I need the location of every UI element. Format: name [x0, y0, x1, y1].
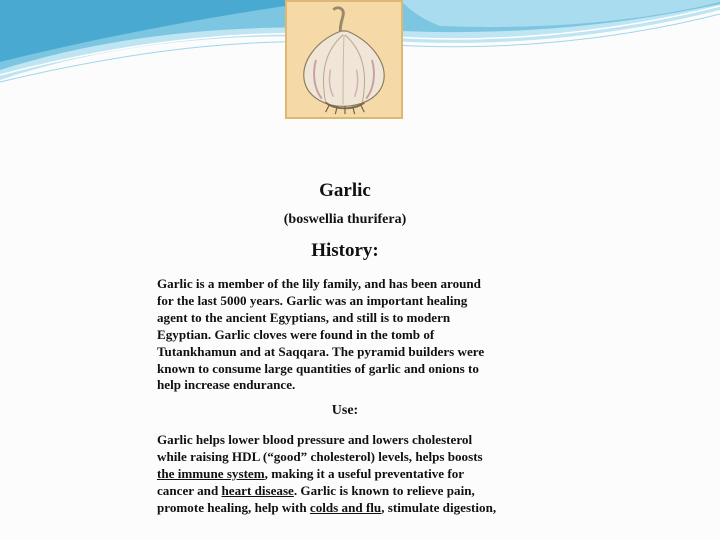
use-line [157, 483, 557, 500]
garlic-image [285, 0, 403, 119]
use-line: while raising HDL (“good” cholesterol) levels, helps boosts [157, 448, 483, 464]
colds-and-flu-link[interactable]: colds and flu [309, 499, 382, 515]
history-line: Egyptian. Garlic cloves were found in the tomb of [157, 326, 435, 342]
use-line: Garlic helps lower blood pressure and lowers cholesterol [157, 432, 473, 447]
use-line [157, 466, 557, 483]
heart-disease-link[interactable]: heart disease [221, 482, 294, 498]
history-line: help increase endurance. [157, 377, 296, 393]
use-heading: Use: [331, 403, 359, 418]
history-line: for the last 5000 years. Garlic was an important healing [157, 292, 468, 308]
use-line-text: , stimulate digestion, [381, 499, 497, 515]
history-heading: History: [311, 240, 379, 261]
history-line: agent to the ancient Egyptians, and still is to modern [157, 309, 451, 325]
use-line-text: cancer and [157, 482, 222, 498]
history-line: Tutankhamun and at Saqqara. The pyramid builders were [157, 343, 485, 359]
use-line-text: promote healing, help with [157, 499, 310, 515]
use-line-text: , making it a useful preventative for [264, 465, 465, 481]
use-line [157, 500, 557, 517]
history-line: known to consume large quantities of garlic and onions to [157, 360, 479, 376]
scientific-name: (boswellia thurifera) [283, 212, 407, 227]
page-title: Garlic [319, 180, 371, 201]
use-paragraph [157, 432, 557, 517]
history-line: Garlic is a member of the lily family, and has been around [157, 276, 481, 291]
immune-system-link[interactable]: the immune system [157, 465, 265, 481]
use-line-text: . Garlic is known to relieve pain, [293, 482, 475, 498]
history-paragraph [157, 276, 557, 394]
garlic-icon [287, 2, 401, 117]
